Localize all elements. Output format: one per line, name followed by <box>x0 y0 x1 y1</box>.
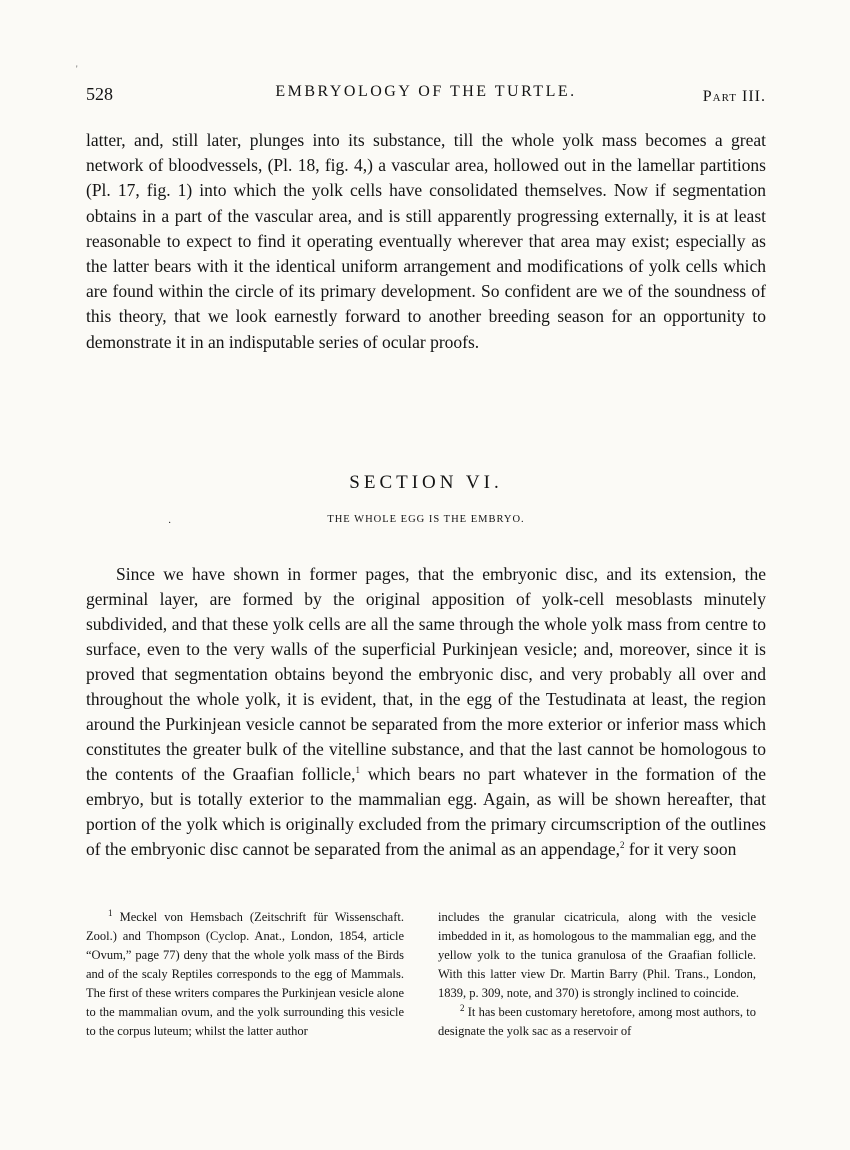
footnote-2-marker: 2 <box>460 1002 465 1013</box>
page-number: 528 <box>86 84 113 104</box>
running-head <box>86 80 766 110</box>
footnote-1 <box>86 908 404 1041</box>
footnote-ref-1: 1 <box>355 765 361 776</box>
footnote-ref-2: 2 <box>620 840 625 851</box>
section-heading: SECTION VI. <box>349 472 503 493</box>
footnote-1-text: Meckel von Hemsbach (Zeitschrift für Wissenschaft. Zool.) and Thompson (Cyclop. Anat., London, 1854, article “Ovum,” page 77) deny that the whole yolk mass of the Birds and of the scaly Reptiles corresponds to the egg of Mammals. The first of these writers compares the Purkinjean vesicle alone to the mammalian ovum, and the yolk surrounding this vesicle to the corpus luteum; whilst the latter author <box>86 910 404 1038</box>
continuation-paragraph: latter, and, still later, plunges into its substance, till the whole yolk mass becomes a great network of bloodvessels, (Pl. 18, fig. 4,) a vascular area, hollowed out in the lamellar partitions (Pl. 17, fig. 1) into which the yolk cells have consolidated themselves. Now if segmentation obtains in a part of the vascular area, and is still apparently progressing externally, it is at least reasonable to expect to find it operating eventually wherever that area may exist; especially as the latter bears with it the identical uniform arrangement and modifications of yolk cells which are found within the circle of its primary development. So confident are we of the soundness of this theory, that we look earnestly forward to another breeding season for an opportunity to demonstrate it in an indisputable series of ocular proofs. <box>86 130 766 352</box>
footnote-2 <box>438 1003 756 1041</box>
section-subheading: THE WHOLE EGG IS THE EMBRYO. <box>327 514 525 525</box>
page-speck: ' <box>76 64 78 74</box>
footnote-1-continued: includes the granular cicatricula, along with the vesicle imbedded in it, as homologous to the mammalian egg, and the yellow yolk to the tunica granulosa of the Graafian follicle. With this latter view Dr. Martin Barry (Phil. Trans., London, 1839, p. 309, note, and 370) is strongly inclined to coincide. <box>438 910 756 1000</box>
footnote-column-left <box>86 908 404 1041</box>
main-paragraph <box>86 562 766 862</box>
footnote-1-marker: 1 <box>108 907 113 918</box>
footnote-column-right <box>438 908 756 1041</box>
main-paragraph-part3: for it very soon <box>624 839 737 859</box>
part-label: Part III. <box>702 88 766 105</box>
running-title: EMBRYOLOGY OF THE TURTLE. <box>275 83 577 100</box>
main-paragraph-block <box>86 562 766 862</box>
page-dot: · <box>168 518 172 529</box>
continuation-paragraph-block <box>86 128 766 355</box>
footnote-2-text: It has been customary heretofore, among most authors, to designate the yolk sac as a reservoir of <box>438 1005 756 1038</box>
main-paragraph-part1: Since we have shown in former pages, that the embryonic disc, and its extension, the germinal layer, are formed by the original apposition of yolk-cell mesoblasts minutely subdivided, and that these yolk cells are all the same through the whole yolk mass from centre to surface, even to the very walls of the superficial Purkinjean vesicle; and, moreover, since it is proved that segmentation obtains beyond the embryonic disc, and very probably all over and throughout the whole yolk, it is evident, that, in the egg of the Testudinata at least, the region around the Purkinjean vesicle cannot be separated from the more exterior or inferior mass which constitutes the greater bulk of the vitelline substance, and that the last cannot be homologous to the contents of the Graafian follicle, <box>86 564 766 784</box>
main-paragraph-part2: which bears no part whatever in the formation of the embryo, but is totally exterior to the mammalian egg. Again, as will be shown hereafter, that portion of the yolk which is originally excluded from the primary circumscription of the outlines of the embryonic disc cannot be separated from the animal as an appendage, <box>86 764 766 859</box>
